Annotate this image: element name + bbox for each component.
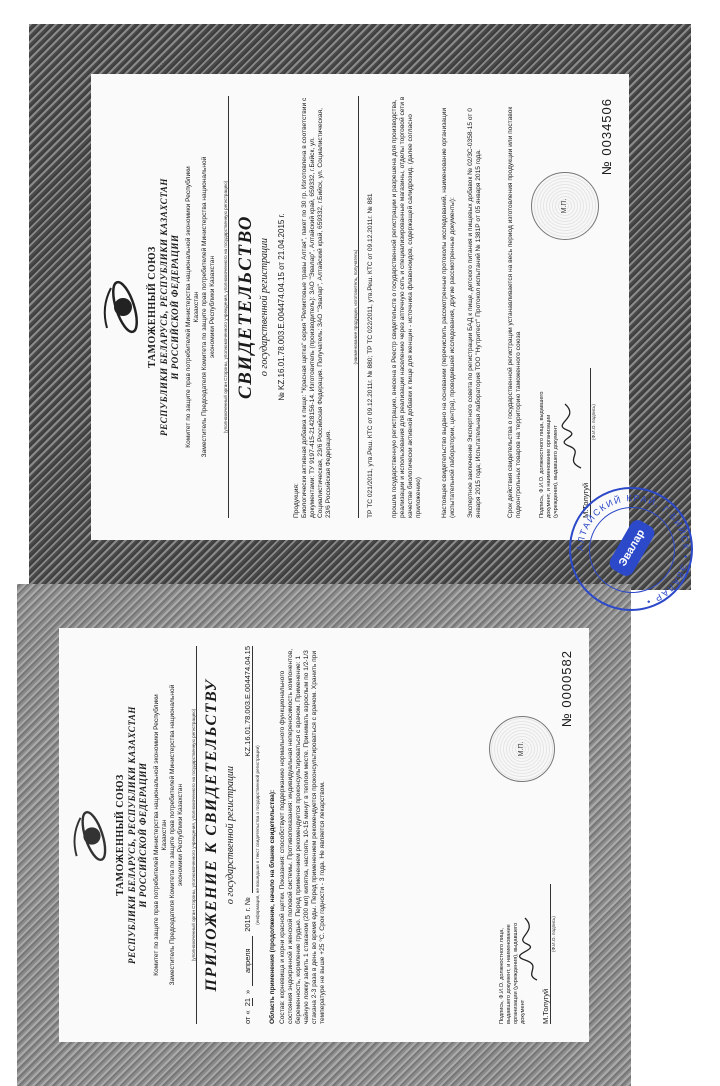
registration-number: № KZ.16.01.78.003.Е.004474.04.15 от 21.04.2015 г. [277,213,286,401]
scope-heading: Область применения (продолжение, начало на бланке свидетельства): [269,789,276,1024]
compliance-text: ТР ТС 021/2011, утв.Реш. КТС от 09.12.2011г. № 880; ТР ТС 022/2011, утв.Реш. КТС от 09.12.2011г. № 881 [367,193,374,518]
product-block [293,96,333,518]
seal-label: М.П. [561,198,569,214]
deputy-line: экономики Республики Казахстан [209,255,217,359]
official-seal [489,716,555,782]
serial-number: № 0034506 [599,98,614,176]
header-republics: РЕСПУБЛИКИ БЕЛАРУСЬ, РЕСПУБЛИКИ КАЗАХСТАН [159,177,169,437]
document-title: СВИДЕТЕЛЬСТВО [235,214,256,400]
signer-caption: Подпись, Ф.И.О. должностного лица, выдавшего документ, и наименование организации (учреждения), выдавшего документ [499,922,526,1024]
product-text: Биологически активная добавка к пище: "Красная щетка" серия "Реликтовые травы Алтая", пакет по 30 гр. Изготовлена в соответствии с документами: ТУ 9197-415-21428156-14. Изготовитель (производитель): ЗАО "Эвалар", Алтайский край, 659332, г.Бийск, ул. Социалистическая, 23/6 Российская Федерация. Получатель: ЗАО "Эвалар", Алтайский край, 659332, г.Бийск, ул. Социалистическая, 23/6 Российская Федерация. [301,97,333,518]
header-russia: И РОССИЙСКОЙ ФЕДЕРАЦИИ [138,762,148,908]
header-russia: И РОССИЙСКОЙ ФЕДЕРАЦИИ [170,234,180,380]
header-union: ТАМОЖЕННЫЙ СОЮЗ [147,246,158,368]
date-line [243,646,253,1024]
seal-label: М.П. [518,741,526,757]
company-stamp [569,487,693,611]
date-month: апреля [243,936,253,986]
authority-line: Казахстан [193,291,201,323]
stamp-ring-text: АЛТАЙСКИЙ КРАЙ, Г.БИЙСК • ЭВАЛАР • [574,492,692,608]
date-caption: (информация, не вошедшая в текст свидетельства о государственной регистрации) [255,745,260,925]
signer-caption: Подпись, Ф.И.О. должностного лица, выдавшего документ, и наименование организации (учреждения), выдавшего документ [539,391,559,518]
authority-line: Казахстан [161,819,169,851]
signer-sub: (Ф.И.О. подпись) [591,404,596,440]
customs-union-logo [69,806,113,866]
deputy-line: экономики Республики Казахстан [177,783,185,887]
authority-text [185,96,217,518]
date-mid: » [243,989,252,994]
date-prefix: от « [243,1010,252,1024]
authority-caption: (уполномоченный орган Стороны, уполномоченного учреждения, уполномоченного на государственную регистрацию) [191,646,197,1024]
certificate-appendix [17,584,631,1086]
deputy-line: Заместитель Председателя Комитета по защите прав потребителей Министерства национальной [201,156,209,458]
signer-sub: (Ф.И.О. подпись) [551,916,556,952]
certificate-paper [91,74,629,540]
document-subtitle: о государственной регистрации [259,237,270,377]
scope-text: Состав: корневища и корни красной щетки. Показания: способствует поддержанию нормального функционального состояния эндокринной и женской половой системы. Противопоказания: индивидуальная непереносимость компонентов, беременность, кормление грудью. Перед применением рекомендуется проконсультироваться с врачом. Применение: 1 чайную ложку залить 1 стаканом (200 мл) кипятка, настоять 10-15 минут в теплом месте. Принимать взрослым по 1/2-1/3 стакана 2-3 раза в день во время еды. Перед применением рекомендуется проконсультироваться с врачом. Хранить при температуре не выше +25 °С. Срок годности - 3 года. Не является лекарством. [279,648,327,1024]
appendix-title: ПРИЛОЖЕНИЕ К СВИДЕТЕЛЬСТВУ [203,678,220,992]
appendix-paper [59,628,589,1042]
header-union: ТАМОЖЕННЫЙ СОЮЗ [115,774,126,896]
validity-text: Срок действия свидетельства о государственной регистрации устанавливается на весь период изготовления продукции или поставок подконтрольных товаров на территорию таможенного союза [507,106,523,518]
authority-line: Комитет по защите прав потребителей Министерства национальной экономики Республики [185,166,192,448]
signer-name: М.Толугуй [541,884,551,1024]
customs-union-logo [99,276,145,338]
official-seal [531,172,599,240]
basis-text: Настоящее свидетельство выдано на основании (перечислить рассмотренные протоколы исследований, наименование организации (испытательной лаборатории, центра), проводившей исследования, другие рассмотренные документы): [441,107,457,518]
basis-details: Экспертное заключение Экспертного совета по регистрации БАД к пище, детского питания и пищевых добавок № 02/3С-0358-15 от 0 января 2015 года; Испытательная лаборатория ТОО "Нутритест" Протокол испытаний № 1381Р от 05 января 2015 года. [467,108,483,518]
authority-line: Комитет по защите прав потребителей Министерства национальной экономики Республики [153,694,160,976]
date-year: 2015 [243,915,252,932]
date-day: 21 [243,997,252,1007]
deputy-line: Заместитель Председателя Комитета по защите прав потребителей Министерства национальной [169,684,177,986]
appendix-subtitle: о государственной регистрации [225,765,236,905]
authority-caption: (уполномоченный орган Стороны, уполномоченного учреждения, уполномоченного на государственную регистрацию) [223,96,229,518]
date-suffix: г. № [243,897,252,912]
signer-name: М.Толугуй [581,368,591,518]
product-label: Продукция: [293,483,300,518]
product-caption: (наименование продукции, изготовитель, получатель) [353,96,359,518]
stamp-center: Эвалар [607,517,658,578]
header-republics: РЕСПУБЛИКИ БЕЛАРУСЬ, РЕСПУБЛИКИ КАЗАХСТАН [127,705,137,965]
authority-text [153,646,185,1024]
serial-number: № 0000582 [559,650,574,728]
registry-text: прошла государственную регистрацию, внесена в Реестр свидетельств о государственной регистрации и разрешена для производства, реализации и использования для реализации населению через аптечную сеть и специализированные магазины, отделы торговой сети в качестве биологически активной добавки к пище для женщин - источника флавоноидов, содержащей салидрозид. (далее согласно приложению) [391,96,423,518]
doc-number: KZ.16.01.78.003.Е.004474.04.15 [243,646,253,893]
